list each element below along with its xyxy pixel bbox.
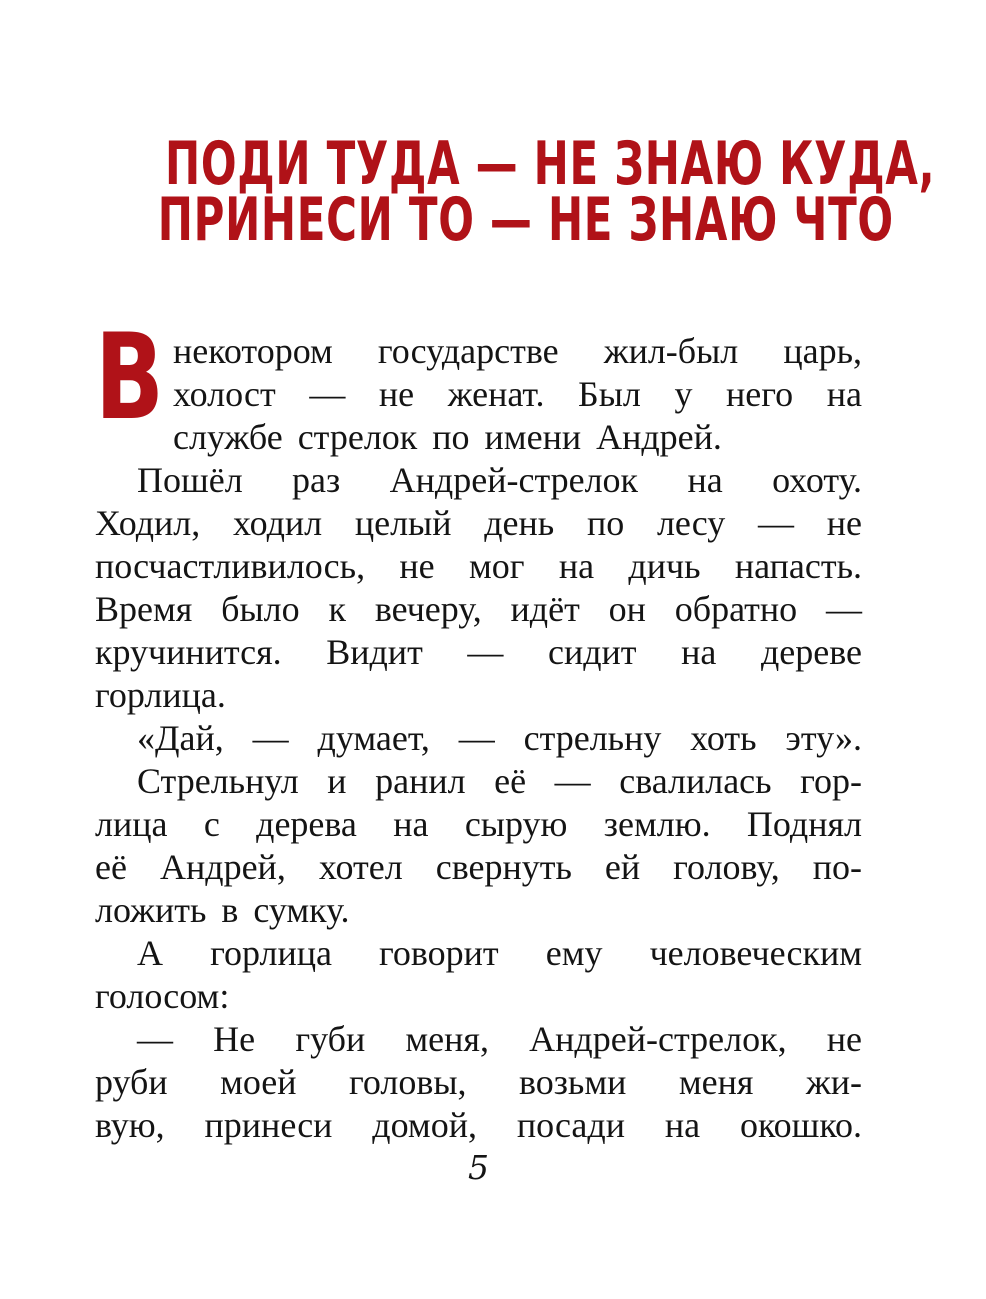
text-line: — Не губи меня, Андрей-стрелок, не (137, 1019, 862, 1059)
text-line: кручинится. Видит — сидит на дереве (95, 632, 862, 672)
text-line: холост — не женат. Был у него на (173, 374, 862, 414)
text-line: службе стрелок по имени Андрей. (173, 417, 722, 457)
text-line: ложить в сумку. (95, 890, 350, 930)
text-line: Стрельнул и ранил её — свалилась гор- (137, 761, 862, 801)
drop-cap (95, 309, 173, 447)
text-line: «Дай, — думает, — стрельну хоть эту». (137, 718, 862, 758)
text-line: её Андрей, хотел свернуть ей голову, по- (95, 847, 862, 887)
page-title-line-2 (0, 185, 986, 255)
text-line: вую, принеси домой, посади на окошко. (95, 1105, 862, 1145)
page-title (0, 129, 986, 255)
text-line: некотором государстве жил-был царь, (173, 331, 862, 371)
text-line: посчастливилось, не мог на дичь напасть. (95, 546, 862, 586)
text-line: голосом: (95, 976, 230, 1016)
text-line: Пошёл раз Андрей-стрелок на охоту. (137, 460, 862, 500)
text-line: руби моей головы, возьми меня жи- (95, 1062, 862, 1102)
text-line: горлица. (95, 675, 226, 715)
text-line: лица с дерева на сырую землю. Поднял (95, 804, 862, 844)
page-title-line-1-text: ПОДИ ТУДА — НЕ ЗНАЮ КУДА, (165, 129, 936, 199)
page-title-line-2-text: ПРИНЕСИ ТО — НЕ ЗНАЮ ЧТО (157, 185, 894, 255)
drop-cap-letter: В (95, 309, 164, 447)
text-line: Ходил, ходил целый день по лесу — не (95, 503, 862, 543)
page-title-line-1 (0, 129, 986, 199)
body-text (95, 309, 862, 1147)
text-line: Время было к вечеру, идёт он обратно — (95, 589, 862, 629)
text-line: А горлица говорит ему человеческим (137, 933, 862, 973)
body-lines (95, 309, 862, 1147)
page-number: 5 (468, 1148, 489, 1187)
